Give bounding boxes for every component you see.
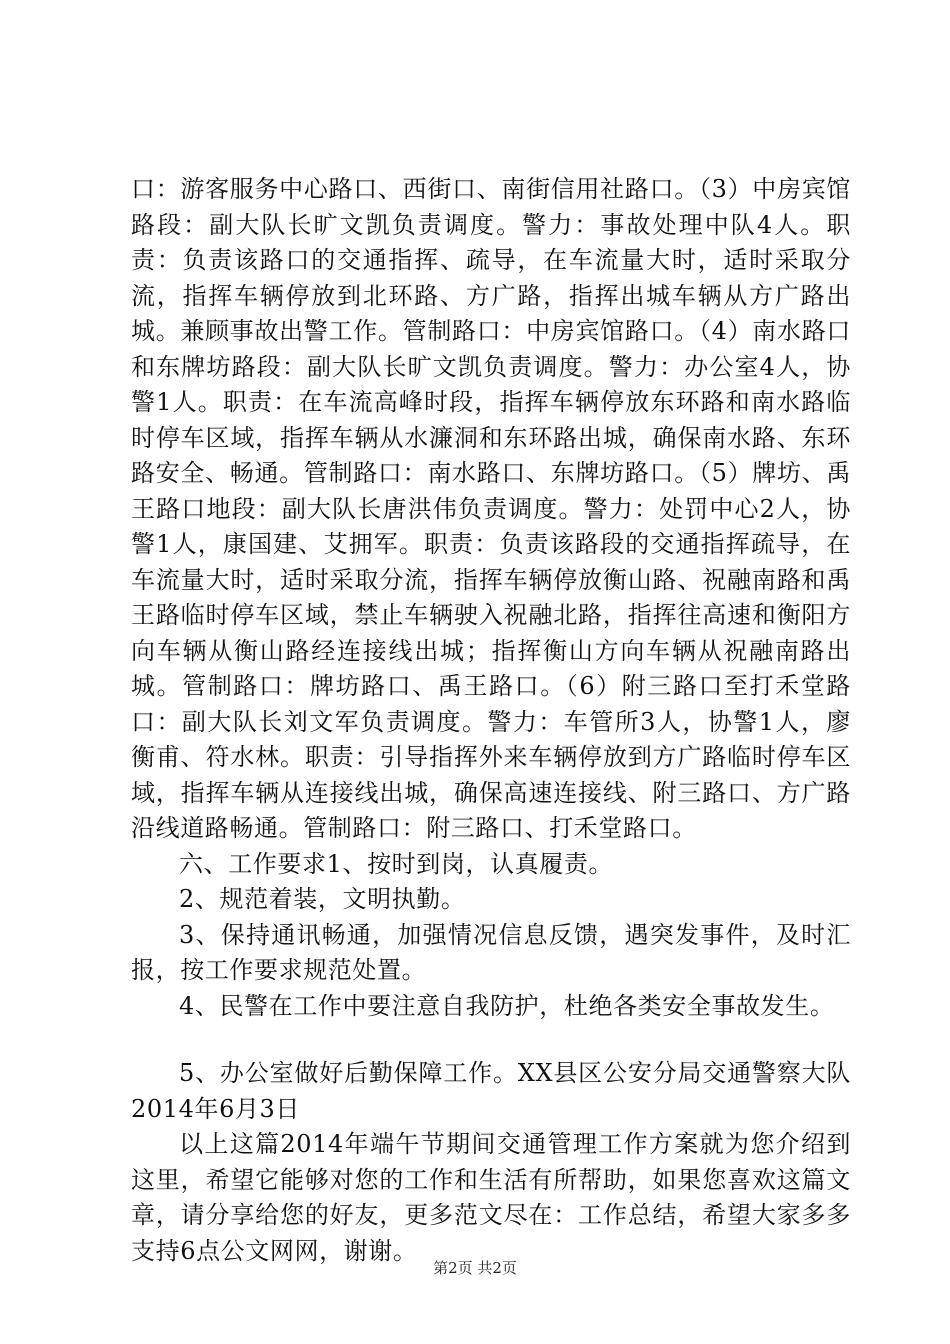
paragraph-closing-note: 以上这篇2014年端午节期间交通管理工作方案就为您介绍到这里，希望它能够对您的工作和生活有所帮助，如果您喜欢这篇文章，请分享给您的好友，更多范文尽在：工作总结，希望大家多多支持6点公文网网，谢谢。: [131, 1130, 851, 1265]
document-body: [131, 172, 851, 1269]
paragraph-work-requirements-3: 3、保持通讯畅通，加强情况信息反馈，遇突发事件，及时汇报，按工作要求规范处置。: [131, 920, 851, 984]
paragraph-traffic-control-sections: 口：游客服务中心路口、西街口、南街信用社路口。（3）中房宾馆路段：副大队长旷文凯负责调度。警力：事故处理中队4人。职责：负责该路口的交通指挥、疏导，在车流量大时，适时采取分流，指挥车辆停放到北环路、方广路，指挥出城车辆从方广路出城。兼顾事故出警工作。管制路口：中房宾馆路口。（4）南水路口和东牌坊路段：副大队长旷文凯负责调度。警力：办公室4人，协警1人。职责：在车流高峰时段，指挥车辆停放东环路和南水路临时停车区域，指挥车辆从水濂洞和东环路出城，确保南水路、东环路安全、畅通。管制路口：南水路口、东牌坊路口。（5）牌坊、禹王路口地段：副大队长唐洪伟负责调度。警力：处罚中心2人，协警1人，康国建、艾拥军。职责：负责该路段的交通指挥疏导，在车流量大时，适时采取分流，指挥车辆停放衡山路、祝融南路和禹王路临时停车区域，禁止车辆驶入祝融北路，指挥往高速和衡阳方向车辆从衡山路经连接线出城；指挥衡山方向车辆从祝融南路出城。管制路口：牌坊路口、禹王路口。（6）附三路口至打禾堂路口：副大队长刘文军负责调度。警力：车管所3人，协警1人，廖衡甫、符水林。职责：引导指挥外来车辆停放到方广路临时停车区域，指挥车辆从连接线出城，确保高速连接线、附三路口、方广路沿线道路畅通。管制路口：附三路口、打禾堂路口。: [131, 175, 851, 842]
paragraph-work-requirements-4: 4、民警在工作中要注意自我防护，杜绝各类安全事故发生。: [179, 991, 835, 1020]
paragraph-work-requirements-5-signature: 5、办公室做好后勤保障工作。XX县区公安分局交通警察大队2014年6月3日: [131, 1059, 851, 1123]
paragraph-work-requirements-1: 六、工作要求1、按时到岗，认真履责。: [179, 849, 614, 878]
page-number-footer: 第2页 共2页: [433, 1259, 517, 1277]
paragraph-work-requirements-2: 2、规范着装，文明执勤。: [179, 885, 466, 913]
